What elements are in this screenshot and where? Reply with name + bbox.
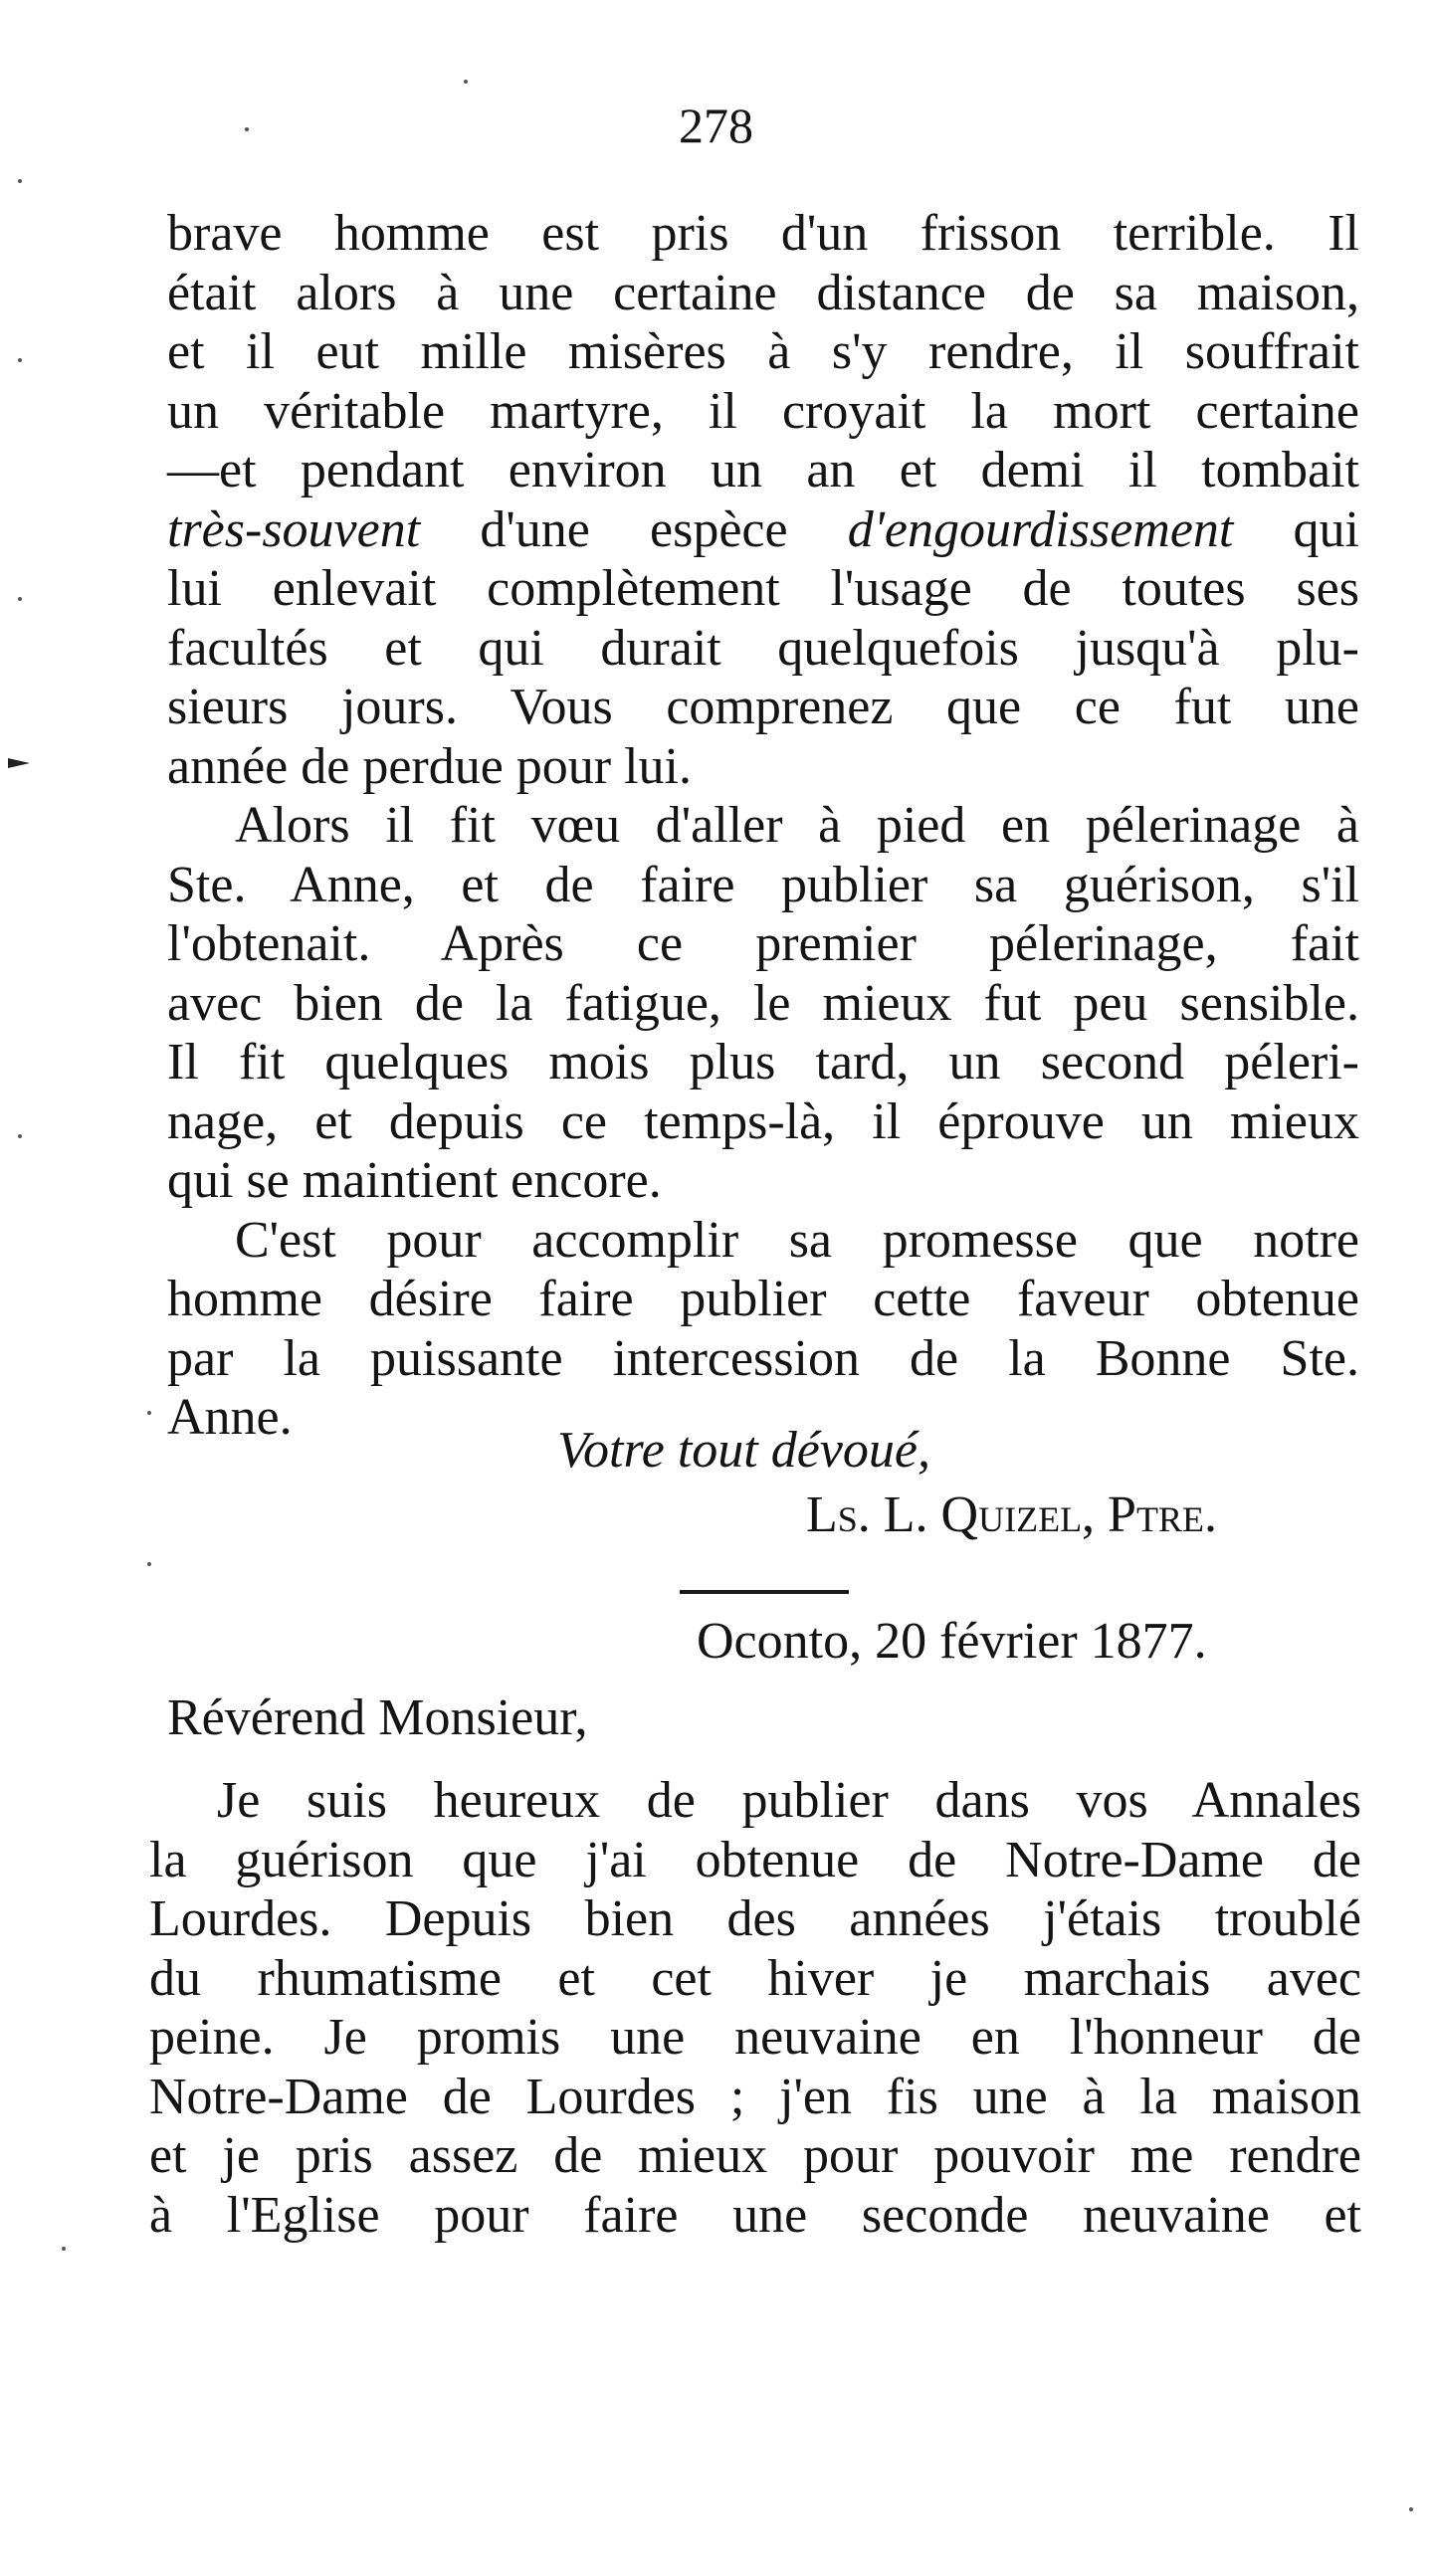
scan-speck — [18, 358, 22, 362]
text-line: du rhumatisme et cet hiver je marchais avec — [149, 1949, 1361, 2007]
text-line: Lourdes. Depuis bien des années j'étais troublé — [149, 1890, 1361, 1947]
text-line: et je pris assez de mieux pour pouvoir me rendre — [149, 2127, 1361, 2184]
text-line: C'est pour accomplir sa promesse que notre — [235, 1211, 1359, 1269]
text-fragment: d'une espèce — [420, 500, 848, 558]
text-line: Anne. — [167, 1389, 293, 1446]
margin-pointer-mark — [8, 758, 30, 768]
scan-speck — [18, 179, 22, 183]
text-line: année de perdue pour lui. — [167, 737, 693, 795]
text-line: Ste. Anne, et de faire publier sa guérison, s'il — [167, 856, 1359, 913]
text-line: peine. Je promis une neuvaine en l'honneur de — [149, 2009, 1361, 2066]
italic-term: très-souvent — [167, 500, 421, 558]
text-line: était alors à une certaine distance de sa maison, — [167, 264, 1359, 321]
text-line: facultés et qui durait quelquefois jusqu'à plu- — [167, 619, 1359, 677]
text-line: brave homme est pris d'un frisson terrible. Il — [167, 205, 1359, 262]
text-line: qui se maintient encore. — [167, 1152, 662, 1209]
letter-signature: Ls. L. Quizel, Ptre. — [806, 1486, 1217, 1543]
text-line: par la puissante intercession de la Bonne Ste. — [167, 1329, 1359, 1387]
page-number: 278 — [679, 98, 753, 153]
text-line-italic — [167, 500, 1359, 560]
text-line: nage, et depuis ce temps-là, il éprouve un mieux — [167, 1092, 1359, 1150]
letter-dateline: Oconto, 20 février 1877. — [697, 1613, 1207, 1670]
text-line: homme désire faire publier cette faveur obtenue — [167, 1271, 1359, 1327]
section-divider — [680, 1590, 849, 1594]
text-line: Il fit quelques mois plus tard, un second péleri- — [167, 1034, 1359, 1090]
scan-speck — [18, 597, 22, 601]
letter-closing: Votre tout dévoué, — [557, 1422, 930, 1479]
text-line: la guérison que j'ai obtenue de Notre-Dame de — [149, 1831, 1361, 1888]
letter-salutation: Révérend Monsieur, — [167, 1689, 588, 1746]
italic-term: d'engourdissement — [847, 500, 1234, 558]
text-line: avec bien de la fatigue, le mieux fut peu sensible. — [167, 974, 1359, 1032]
letter-body-2 — [149, 1771, 1361, 2245]
text-line: et il eut mille misères à s'y rendre, il souffrait — [167, 323, 1359, 380]
scan-speck — [147, 1562, 151, 1566]
text-line: Je suis heureux de publier dans vos Annales — [217, 1772, 1361, 1829]
text-line: à l'Eglise pour faire une seconde neuvaine et — [149, 2186, 1361, 2244]
letter-body-1 — [167, 204, 1359, 1448]
scan-speck — [18, 1134, 22, 1138]
text-line: —et pendant environ un an et demi il tombait — [167, 442, 1359, 498]
text-fragment: qui — [1233, 500, 1359, 558]
text-line: Notre-Dame de Lourdes ; j'en fis une à la maison — [149, 2068, 1361, 2125]
scan-speck — [245, 127, 249, 131]
scan-speck — [62, 2247, 66, 2251]
scan-speck — [147, 1411, 151, 1415]
scan-speck — [464, 80, 468, 84]
scan-speck — [1409, 2507, 1413, 2511]
text-line: Alors il fit vœu d'aller à pied en pélerinage à — [235, 797, 1359, 854]
text-line: sieurs jours. Vous comprenez que ce fut une — [167, 679, 1359, 735]
text-line: un véritable martyre, il croyait la mort certaine — [167, 382, 1359, 440]
text-line: lui enlevait complètement l'usage de toutes ses — [167, 560, 1359, 617]
text-line: l'obtenait. Après ce premier pélerinage, fait — [167, 915, 1359, 972]
